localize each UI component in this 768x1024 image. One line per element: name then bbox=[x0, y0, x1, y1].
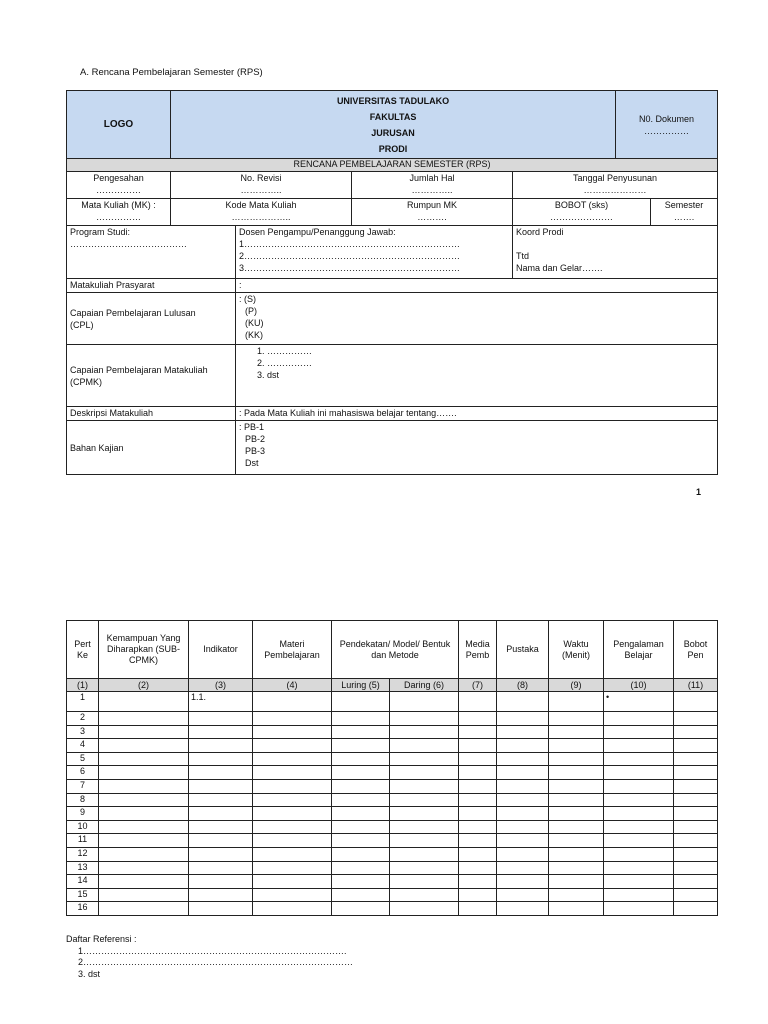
row-number: 15 bbox=[67, 888, 99, 902]
table-cell bbox=[253, 712, 332, 726]
table-cell bbox=[459, 793, 497, 807]
table-cell bbox=[390, 692, 459, 712]
table-cell bbox=[253, 793, 332, 807]
table-cell bbox=[674, 861, 718, 875]
table-cell bbox=[253, 692, 332, 712]
table-cell bbox=[497, 847, 549, 861]
table-cell bbox=[332, 739, 390, 753]
table-cell bbox=[390, 779, 459, 793]
logo-cell: LOGO bbox=[67, 91, 171, 159]
subheader-cell: (10) bbox=[604, 679, 674, 692]
table-cell bbox=[253, 820, 332, 834]
table-cell bbox=[189, 861, 253, 875]
table-cell bbox=[459, 779, 497, 793]
table-cell bbox=[497, 888, 549, 902]
table-cell bbox=[99, 820, 189, 834]
table-cell bbox=[604, 712, 674, 726]
table-cell bbox=[332, 888, 390, 902]
table-cell bbox=[332, 875, 390, 889]
table-cell bbox=[99, 861, 189, 875]
table-cell bbox=[549, 725, 604, 739]
table-cell bbox=[253, 902, 332, 916]
table-cell bbox=[253, 875, 332, 889]
table-cell bbox=[332, 861, 390, 875]
cpl-label: Capaian Pembelajaran Lulusan (CPL) bbox=[67, 293, 236, 345]
table-cell bbox=[332, 847, 390, 861]
plan-rows bbox=[67, 692, 718, 916]
table-cell bbox=[99, 779, 189, 793]
table-cell bbox=[459, 888, 497, 902]
table-cell bbox=[674, 692, 718, 712]
table-cell bbox=[390, 739, 459, 753]
table-cell bbox=[459, 834, 497, 848]
table-cell bbox=[497, 820, 549, 834]
table-cell bbox=[332, 712, 390, 726]
table-cell bbox=[253, 752, 332, 766]
table-cell bbox=[189, 725, 253, 739]
table-cell bbox=[604, 888, 674, 902]
table-cell bbox=[99, 793, 189, 807]
header-bobot: Bobot Pen bbox=[674, 621, 718, 679]
table-cell bbox=[549, 752, 604, 766]
table-cell bbox=[99, 807, 189, 821]
subheader-cell: (3) bbox=[189, 679, 253, 692]
section-heading: A. Rencana Pembelajaran Semester (RPS) bbox=[80, 67, 263, 78]
header-indikator: Indikator bbox=[189, 621, 253, 679]
table-row bbox=[67, 834, 718, 848]
table-cell bbox=[674, 739, 718, 753]
table-cell bbox=[99, 712, 189, 726]
table-cell bbox=[549, 820, 604, 834]
table-cell bbox=[189, 820, 253, 834]
subheader-cell: Daring (6) bbox=[390, 679, 459, 692]
table-cell bbox=[99, 847, 189, 861]
rps-title: RENCANA PEMBELAJARAN SEMESTER (RPS) bbox=[67, 159, 718, 172]
table-cell bbox=[604, 875, 674, 889]
table-cell bbox=[459, 861, 497, 875]
table-cell bbox=[99, 888, 189, 902]
table-cell bbox=[253, 807, 332, 821]
table-cell bbox=[332, 834, 390, 848]
table-cell bbox=[604, 739, 674, 753]
table-cell bbox=[390, 820, 459, 834]
table-cell bbox=[497, 875, 549, 889]
table-cell bbox=[253, 861, 332, 875]
weekly-plan-table bbox=[66, 620, 718, 916]
table-cell bbox=[497, 766, 549, 780]
table-row bbox=[67, 739, 718, 753]
header-waktu: Waktu (Menit) bbox=[549, 621, 604, 679]
row-number: 3 bbox=[67, 725, 99, 739]
table-cell bbox=[459, 875, 497, 889]
semester-cell: Semester ……. bbox=[651, 199, 718, 226]
table-cell bbox=[549, 766, 604, 780]
tanggal-cell: Tanggal Penyusunan ………………… bbox=[513, 172, 718, 199]
row-number: 8 bbox=[67, 793, 99, 807]
table-cell bbox=[497, 779, 549, 793]
subheader-cell: (9) bbox=[549, 679, 604, 692]
reference-item: 3. dst bbox=[78, 968, 101, 979]
cpmk-items: 1. …………… 2. …………… 3. dst bbox=[236, 345, 718, 407]
table-cell bbox=[497, 739, 549, 753]
table-cell bbox=[253, 766, 332, 780]
table-cell bbox=[604, 902, 674, 916]
table-cell bbox=[674, 820, 718, 834]
table-cell bbox=[390, 902, 459, 916]
table-cell bbox=[332, 766, 390, 780]
page-number: 1 bbox=[696, 487, 702, 497]
table-cell bbox=[189, 779, 253, 793]
no-revisi-cell: No. Revisi ………….. bbox=[171, 172, 352, 199]
table-cell bbox=[549, 712, 604, 726]
rumpun-cell: Rumpun MK ………. bbox=[352, 199, 513, 226]
subheader-cell: Luring (5) bbox=[332, 679, 390, 692]
table-row bbox=[67, 752, 718, 766]
table-row bbox=[67, 820, 718, 834]
prasyarat-value: : bbox=[236, 279, 718, 293]
table-cell bbox=[253, 725, 332, 739]
header-kemampuan: Kemampuan Yang Diharapkan (SUB-CPMK) bbox=[99, 621, 189, 679]
table-cell bbox=[549, 779, 604, 793]
table-cell bbox=[604, 725, 674, 739]
table-row bbox=[67, 902, 718, 916]
table-cell bbox=[497, 807, 549, 821]
table-cell bbox=[674, 712, 718, 726]
subheader-cell: (8) bbox=[497, 679, 549, 692]
table-cell bbox=[99, 739, 189, 753]
bullet-marker: • bbox=[604, 692, 674, 712]
table-cell bbox=[604, 847, 674, 861]
header-pert: Pert Ke bbox=[67, 621, 99, 679]
table-cell bbox=[99, 752, 189, 766]
table-cell bbox=[674, 834, 718, 848]
reference-item: 2……………………………………………………………………………… bbox=[78, 957, 354, 967]
header-materi: Materi Pembelajaran bbox=[253, 621, 332, 679]
table-cell bbox=[390, 875, 459, 889]
table-cell bbox=[674, 766, 718, 780]
subheader-cell: (1) bbox=[67, 679, 99, 692]
table-row bbox=[67, 807, 718, 821]
table-cell bbox=[459, 725, 497, 739]
table-cell bbox=[99, 692, 189, 712]
table-cell bbox=[497, 861, 549, 875]
table-cell bbox=[497, 902, 549, 916]
table-cell bbox=[332, 793, 390, 807]
table-cell bbox=[604, 752, 674, 766]
row-number: 13 bbox=[67, 861, 99, 875]
table-cell bbox=[390, 834, 459, 848]
table-cell bbox=[497, 752, 549, 766]
table-cell bbox=[674, 793, 718, 807]
table-cell bbox=[459, 847, 497, 861]
table-cell bbox=[459, 766, 497, 780]
table-cell bbox=[189, 902, 253, 916]
subheader-cell: (4) bbox=[253, 679, 332, 692]
pengesahan-cell: Pengesahan …………… bbox=[67, 172, 171, 199]
row-number: 16 bbox=[67, 902, 99, 916]
table-row bbox=[67, 888, 718, 902]
table-cell bbox=[332, 902, 390, 916]
rps-header-table bbox=[66, 90, 718, 475]
table-cell bbox=[459, 820, 497, 834]
row-number: 10 bbox=[67, 820, 99, 834]
table-cell bbox=[604, 793, 674, 807]
header-pendekatan: Pendekatan/ Model/ Bentuk dan Metode bbox=[332, 621, 459, 679]
table-row bbox=[67, 766, 718, 780]
table-cell bbox=[253, 739, 332, 753]
table-cell bbox=[189, 807, 253, 821]
table-row bbox=[67, 725, 718, 739]
table-cell bbox=[189, 888, 253, 902]
table-cell bbox=[459, 902, 497, 916]
table-cell bbox=[604, 820, 674, 834]
subheader-cell: (7) bbox=[459, 679, 497, 692]
bahan-kajian-items: : PB-1 PB-2 PB-3 Dst bbox=[236, 421, 718, 475]
row-number: 11 bbox=[67, 834, 99, 848]
table-cell bbox=[189, 847, 253, 861]
table-cell bbox=[99, 834, 189, 848]
table-cell bbox=[674, 847, 718, 861]
table-cell bbox=[332, 779, 390, 793]
table-cell bbox=[549, 692, 604, 712]
table-row bbox=[67, 847, 718, 861]
table-cell bbox=[99, 725, 189, 739]
koord-prodi-cell: Koord Prodi Ttd Nama dan Gelar……. bbox=[513, 226, 718, 279]
table-cell bbox=[549, 834, 604, 848]
bahan-kajian-label: Bahan Kajian bbox=[67, 421, 236, 475]
row-number: 14 bbox=[67, 875, 99, 889]
table-cell bbox=[497, 712, 549, 726]
table-cell bbox=[390, 752, 459, 766]
table-row bbox=[67, 861, 718, 875]
table-cell bbox=[497, 834, 549, 848]
deskripsi-label: Deskripsi Matakuliah bbox=[67, 407, 236, 421]
table-cell bbox=[549, 807, 604, 821]
table-row bbox=[67, 692, 718, 712]
row-number: 5 bbox=[67, 752, 99, 766]
table-cell bbox=[189, 793, 253, 807]
table-cell bbox=[253, 834, 332, 848]
table-cell bbox=[497, 793, 549, 807]
table-cell bbox=[253, 779, 332, 793]
table-cell bbox=[459, 692, 497, 712]
table-cell bbox=[459, 807, 497, 821]
table-cell bbox=[189, 712, 253, 726]
cpl-items: : (S) (P) (KU) (KK) bbox=[236, 293, 718, 345]
table-cell bbox=[549, 861, 604, 875]
table-cell bbox=[390, 847, 459, 861]
header-media: Media Pemb bbox=[459, 621, 497, 679]
subheader-cell: (2) bbox=[99, 679, 189, 692]
program-studi-cell: Program Studi: ………………………………… bbox=[67, 226, 236, 279]
kode-mk-cell: Kode Mata Kuliah ……………….. bbox=[171, 199, 352, 226]
table-cell bbox=[674, 902, 718, 916]
doc-number-cell: N0. Dokumen …………… bbox=[616, 91, 718, 159]
table-cell bbox=[390, 888, 459, 902]
table-cell bbox=[459, 739, 497, 753]
row-number: 2 bbox=[67, 712, 99, 726]
table-cell bbox=[390, 766, 459, 780]
table-cell bbox=[459, 752, 497, 766]
table-cell bbox=[674, 725, 718, 739]
table-cell bbox=[604, 779, 674, 793]
table-cell bbox=[189, 752, 253, 766]
cpmk-label: Capaian Pembelajaran Matakuliah (CPMK) bbox=[67, 345, 236, 407]
mata-kuliah-cell: Mata Kuliah (MK) : …………… bbox=[67, 199, 171, 226]
table-cell bbox=[253, 888, 332, 902]
university-title: UNIVERSITAS TADULAKO FAKULTAS JURUSAN PRODI bbox=[171, 91, 616, 159]
table-cell bbox=[674, 752, 718, 766]
table-cell bbox=[390, 793, 459, 807]
table-cell bbox=[99, 902, 189, 916]
bobot-cell: BOBOT (sks) ………………… bbox=[513, 199, 651, 226]
table-cell bbox=[332, 752, 390, 766]
first-indicator: 1.1. bbox=[189, 692, 253, 712]
table-cell bbox=[549, 875, 604, 889]
table-cell bbox=[390, 712, 459, 726]
row-number: 9 bbox=[67, 807, 99, 821]
table-cell bbox=[189, 875, 253, 889]
table-cell bbox=[674, 779, 718, 793]
table-cell bbox=[497, 692, 549, 712]
table-cell bbox=[604, 834, 674, 848]
table-cell bbox=[497, 725, 549, 739]
table-cell bbox=[253, 847, 332, 861]
table-cell bbox=[549, 888, 604, 902]
table-cell bbox=[390, 807, 459, 821]
table-cell bbox=[99, 875, 189, 889]
table-cell bbox=[390, 861, 459, 875]
table-cell bbox=[189, 834, 253, 848]
table-cell bbox=[549, 847, 604, 861]
table-cell bbox=[332, 725, 390, 739]
header-pengalaman: Pengalaman Belajar bbox=[604, 621, 674, 679]
references-block bbox=[66, 934, 353, 980]
table-cell bbox=[604, 807, 674, 821]
table-cell bbox=[99, 766, 189, 780]
table-cell bbox=[674, 875, 718, 889]
table-cell bbox=[549, 793, 604, 807]
table-row bbox=[67, 779, 718, 793]
table-cell bbox=[604, 766, 674, 780]
table-cell bbox=[332, 807, 390, 821]
row-number: 1 bbox=[67, 692, 99, 712]
header-pustaka: Pustaka bbox=[497, 621, 549, 679]
table-cell bbox=[390, 725, 459, 739]
table-cell bbox=[674, 888, 718, 902]
table-row bbox=[67, 793, 718, 807]
row-number: 7 bbox=[67, 779, 99, 793]
table-row bbox=[67, 875, 718, 889]
table-cell bbox=[332, 820, 390, 834]
table-cell bbox=[332, 692, 390, 712]
table-cell bbox=[189, 739, 253, 753]
references-title: Daftar Referensi : bbox=[66, 934, 137, 944]
deskripsi-value: : Pada Mata Kuliah ini mahasiswa belajar tentang……. bbox=[236, 407, 718, 421]
table-cell bbox=[549, 902, 604, 916]
table-cell bbox=[459, 712, 497, 726]
reference-item: 1……………………………………………………………………………. bbox=[78, 945, 347, 956]
dosen-cell: Dosen Pengampu/Penanggung Jawab: 1……………………………………………………………… 2……………………………………………………………… 3……………………………………………………………… bbox=[236, 226, 513, 279]
row-number: 12 bbox=[67, 847, 99, 861]
prasyarat-label: Matakuliah Prasyarat bbox=[67, 279, 236, 293]
row-number: 4 bbox=[67, 739, 99, 753]
table-cell bbox=[549, 739, 604, 753]
table-cell bbox=[674, 807, 718, 821]
row-number: 6 bbox=[67, 766, 99, 780]
jumlah-hal-cell: Jumlah Hal ………….. bbox=[352, 172, 513, 199]
table-cell bbox=[604, 861, 674, 875]
table-row bbox=[67, 712, 718, 726]
table-cell bbox=[189, 766, 253, 780]
subheader-cell: (11) bbox=[674, 679, 718, 692]
